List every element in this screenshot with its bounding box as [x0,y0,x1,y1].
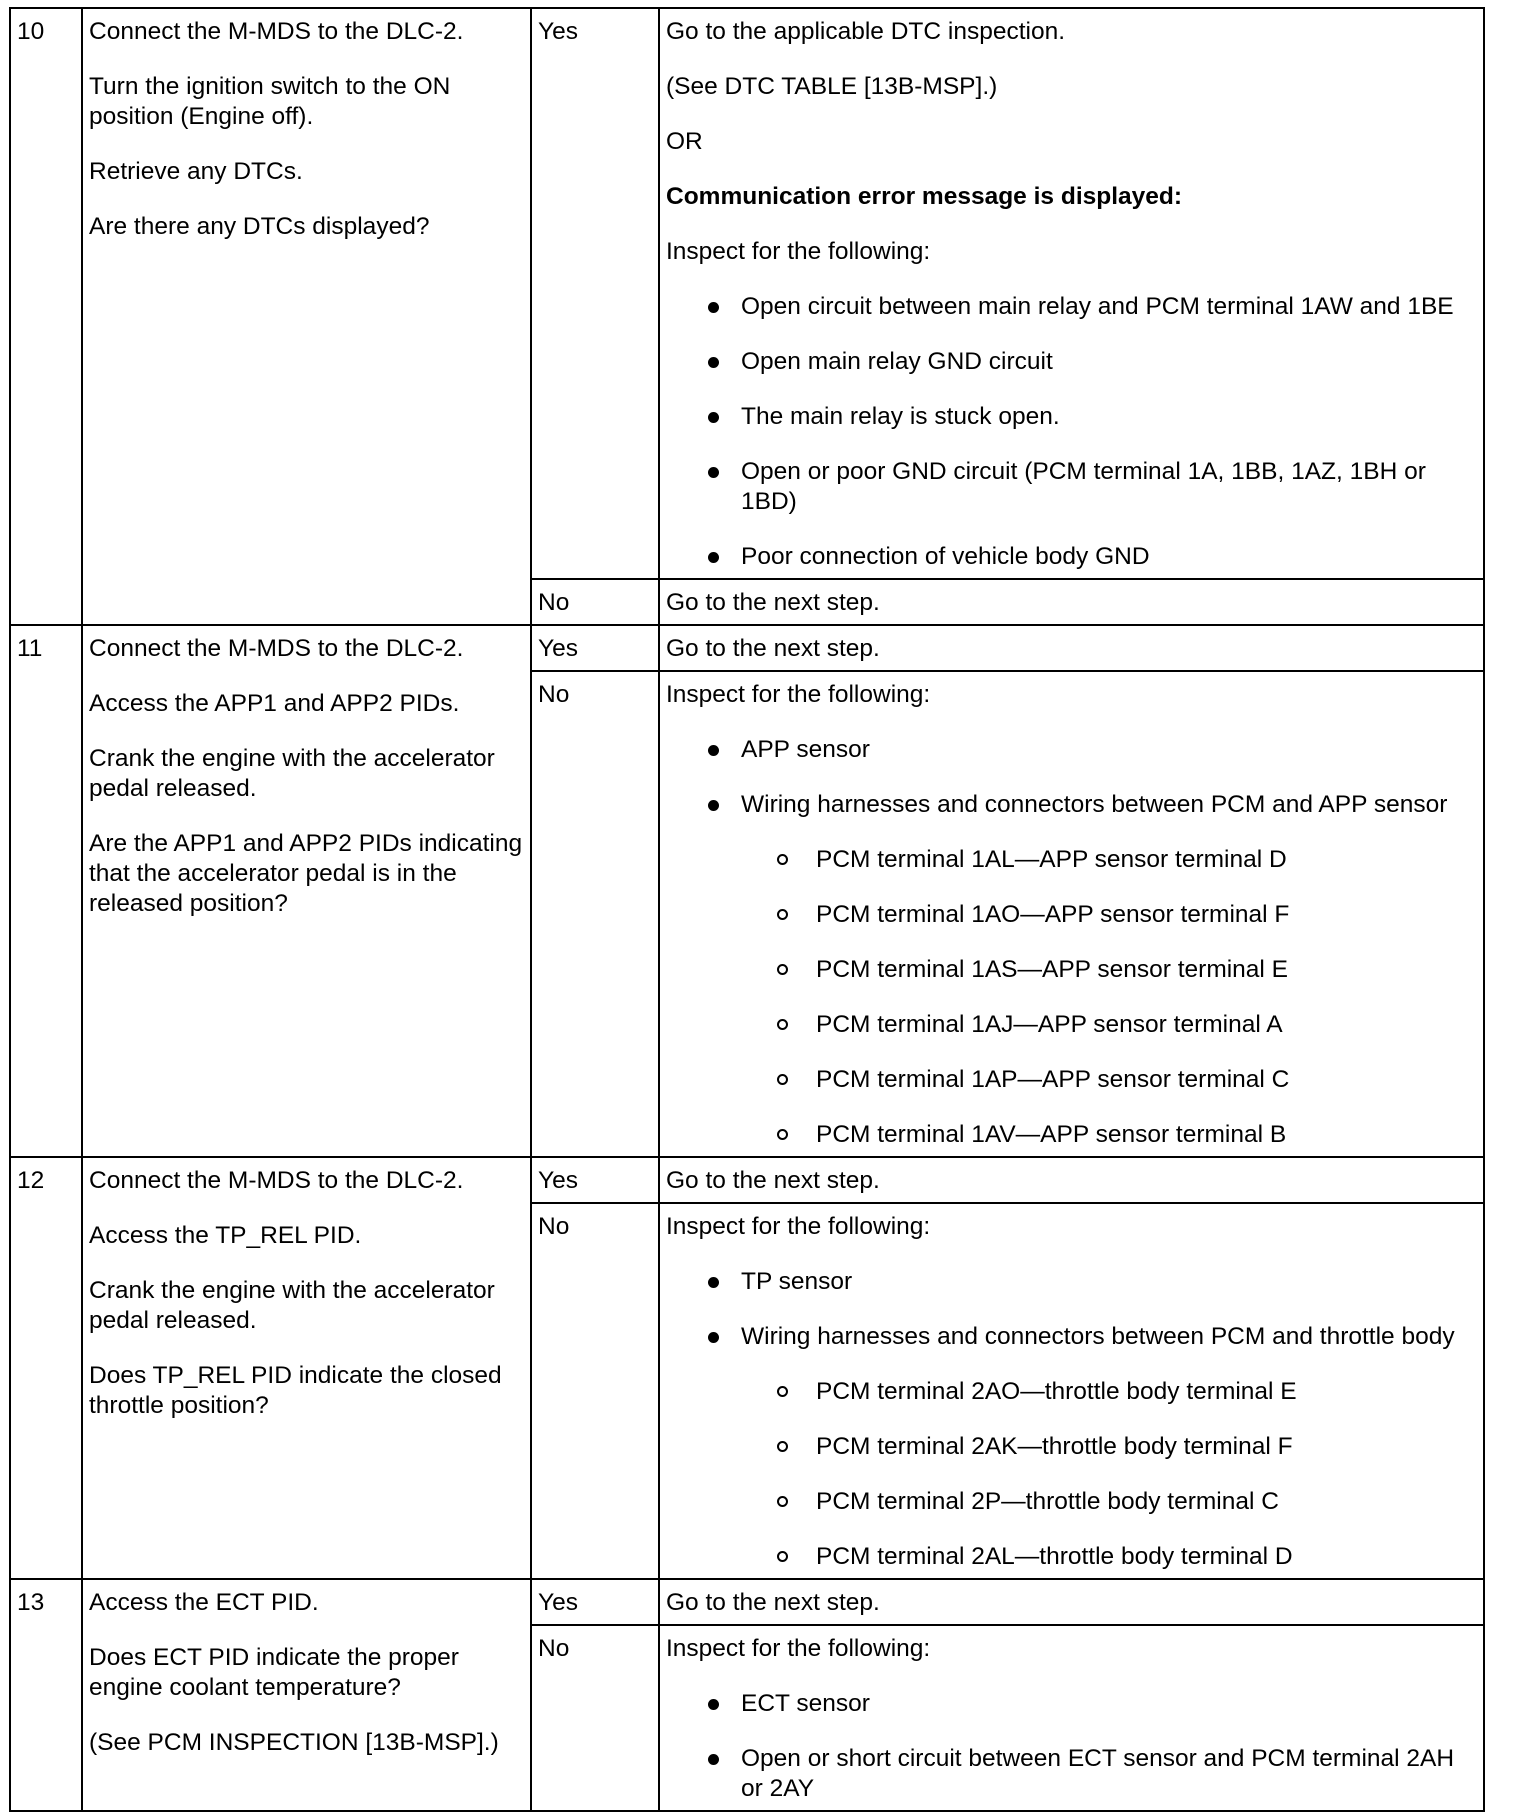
outcome-cell [659,1625,1484,1811]
sub-item: PCM terminal 1AS—APP sensor terminal E [741,955,1477,985]
action-line: Access the ECT PID. [89,1589,319,1616]
outcome-cell: Go to the next step. [659,579,1484,625]
sub-item: PCM terminal 2P—throttle body terminal C [741,1487,1477,1517]
result-label: Yes [531,625,659,671]
bullet-list [666,735,1477,1150]
sub-item: PCM terminal 2AO—throttle body terminal E [741,1377,1477,1407]
action-line: Does TP_REL PID indicate the closed throttle position? [89,1362,502,1419]
list-item: Open main relay GND circuit [666,347,1477,377]
list-item: APP sensor [666,735,1477,765]
action-line: Connect the M-MDS to the DLC-2. [89,635,464,662]
result-label: No [531,671,659,1157]
sub-item: PCM terminal 1AJ—APP sensor terminal A [741,1010,1477,1040]
outcome-cell [659,671,1484,1157]
result-label: No [531,579,659,625]
list-item: Open or poor GND circuit (PCM terminal 1A, 1BB, 1AZ, 1BH or 1BD) [666,457,1477,517]
action-line: Access the APP1 and APP2 PIDs. [89,690,460,717]
action-line: Are there any DTCs displayed? [89,213,430,240]
inspection-table [9,7,1485,1812]
sub-item: PCM terminal 1AP—APP sensor terminal C [741,1065,1477,1095]
action-line: Connect the M-MDS to the DLC-2. [89,1167,464,1194]
result-label: Yes [531,1579,659,1625]
action-line: Turn the ignition switch to the ON position (Engine off). [89,73,451,130]
list-item [666,790,1477,1150]
outcome-cell: Go to the next step. [659,625,1484,671]
table-row [10,1579,1484,1625]
result-label: Yes [531,8,659,579]
action-cell [82,1579,531,1811]
step-number: 13 [10,1579,82,1811]
list-item-text: Wiring harnesses and connectors between PCM and APP sensor [741,791,1448,818]
sub-item: PCM terminal 1AL—APP sensor terminal D [741,845,1477,875]
action-line: Crank the engine with the accelerator pedal released. [89,745,495,802]
outcome-cell [659,1203,1484,1579]
action-line: Connect the M-MDS to the DLC-2. [89,18,464,45]
sub-item: PCM terminal 2AK—throttle body terminal F [741,1432,1477,1462]
table-row [10,1157,1484,1203]
action-line: Are the APP1 and APP2 PIDs indicating that the accelerator pedal is in the released position? [89,830,523,917]
list-item: Poor connection of vehicle body GND [666,542,1477,572]
outcome-line: OR [666,128,703,155]
list-item-text: Wiring harnesses and connectors between PCM and throttle body [741,1323,1455,1350]
sub-item: PCM terminal 2AL—throttle body terminal D [741,1542,1477,1572]
inspect-intro: Inspect for the following: [666,1635,931,1662]
list-item: ECT sensor [666,1689,1477,1719]
result-label: No [531,1203,659,1579]
outcome-cell: Go to the next step. [659,1579,1484,1625]
list-item: The main relay is stuck open. [666,402,1477,432]
action-line: Crank the engine with the accelerator pedal released. [89,1277,495,1334]
action-cell [82,1157,531,1579]
list-item: Open or short circuit between ECT sensor and PCM terminal 2AH or 2AY [666,1744,1477,1804]
outcome-line: Go to the applicable DTC inspection. [666,18,1066,45]
action-cell [82,8,531,625]
inspect-intro: Inspect for the following: [666,1213,931,1240]
bullet-list [666,1267,1477,1572]
sub-item: PCM terminal 1AV—APP sensor terminal B [741,1120,1477,1150]
list-item [666,1322,1477,1572]
action-cell [82,625,531,1157]
bullet-list [666,292,1477,572]
action-line: Retrieve any DTCs. [89,158,303,185]
result-label: Yes [531,1157,659,1203]
table-row [10,625,1484,671]
outcome-cell [659,8,1484,579]
list-item: TP sensor [666,1267,1477,1297]
list-item: Open circuit between main relay and PCM terminal 1AW and 1BE [666,292,1477,322]
step-number: 11 [10,625,82,1157]
inspect-intro: Inspect for the following: [666,238,931,265]
table-row [10,8,1484,579]
outcome-line: (See DTC TABLE [13B-MSP].) [666,73,998,100]
action-line: Does ECT PID indicate the proper engine coolant temperature? [89,1644,459,1701]
sub-item: PCM terminal 1AO—APP sensor terminal F [741,900,1477,930]
step-number: 12 [10,1157,82,1579]
result-label: No [531,1625,659,1811]
step-number: 10 [10,8,82,625]
bullet-list [666,1689,1477,1804]
inspect-intro: Inspect for the following: [666,681,931,708]
action-line: Access the TP_REL PID. [89,1222,362,1249]
sub-list [741,845,1477,1150]
outcome-cell: Go to the next step. [659,1157,1484,1203]
action-line: (See PCM INSPECTION [13B-MSP].) [89,1729,499,1756]
outcome-heading: Communication error message is displayed: [666,183,1183,210]
sub-list [741,1377,1477,1572]
